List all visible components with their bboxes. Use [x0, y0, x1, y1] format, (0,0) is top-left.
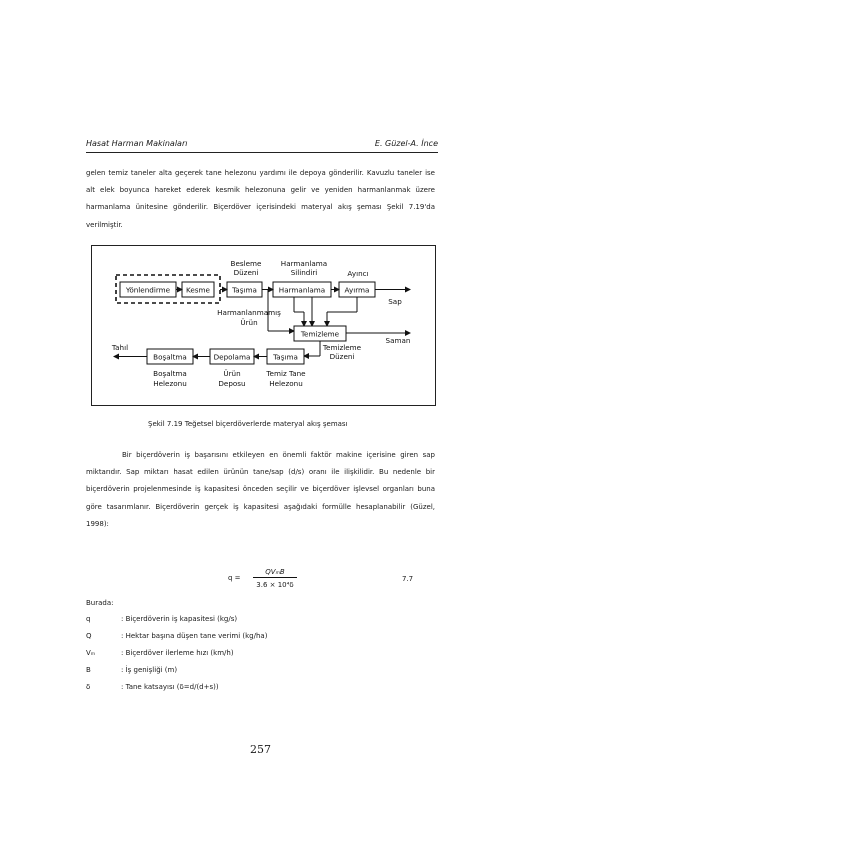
formula-denominator: 3.6 × 10⁴δ — [256, 581, 294, 589]
label-urun-deposu-1: Ürün — [223, 369, 241, 378]
box-ayirma — [339, 282, 375, 297]
formula-numerator: QVₘB — [253, 568, 297, 578]
box-bosaltma — [147, 349, 193, 364]
definition-text: : Biçerdöverin iş kapasitesi (kg/s) — [121, 615, 238, 623]
box-depolama — [210, 349, 254, 364]
label-saman: Saman — [385, 336, 411, 345]
header-book-title: Hasat Harman Makinaları — [86, 139, 188, 148]
label-sap: Sap — [388, 297, 402, 306]
definition-symbol: δ — [86, 683, 91, 691]
svg-text:Taşıma: Taşıma — [273, 352, 298, 362]
page-number: 257 — [250, 743, 271, 756]
box-yonlendirme — [120, 282, 176, 297]
figure-caption: Şekil 7.19 Teğetsel biçerdöverlerde materyal akış şeması — [148, 420, 348, 428]
label-urun: Ürün — [240, 318, 258, 327]
svg-text:Boşaltma: Boşaltma — [153, 352, 187, 362]
svg-text:Temizleme: Temizleme — [300, 329, 340, 339]
svg-text:Harmanlama: Harmanlama — [278, 285, 326, 295]
label-urun-deposu-2: Deposu — [218, 379, 246, 388]
svg-text:Taşıma: Taşıma — [232, 285, 257, 295]
body-paragraph-1: gelen temiz taneler alta geçerek tane helezonu yardımı ile depoya gönderilir. Kavuzlu taneler ise alt elek boyunca hareket ederek kesmik helezonuna gelir ve yeniden harmanlanmak üzere harmanlama ünitesine gönderilir. Biçerdöver içerisindeki materyal akış şeması Şekil 7.19'da verilmiştir. — [86, 169, 435, 229]
label-temiz-tane: Temiz Tane — [266, 369, 306, 378]
running-header — [86, 138, 438, 153]
capacity-formula — [228, 568, 428, 598]
equation-number: 7.7 — [402, 575, 414, 583]
definition-symbol: Vₘ — [86, 649, 96, 657]
svg-text:Ayırma: Ayırma — [344, 285, 370, 295]
box-kesme — [182, 282, 214, 297]
definition-symbol: Q — [86, 632, 92, 640]
definition-text: : İş genişliği (m) — [121, 666, 178, 674]
definition-symbol: B — [86, 666, 91, 674]
definitions-title: Burada: — [86, 599, 114, 607]
box-tasima-1 — [227, 282, 262, 297]
formula-lhs: q = — [228, 574, 241, 582]
label-silindiri: Silindiri — [290, 268, 318, 277]
label-harmanlama: Harmanlama — [280, 259, 328, 268]
definition-symbol: q — [86, 615, 91, 623]
header-authors: E. Güzel-A. İnce — [374, 139, 438, 148]
body-paragraph-2: Bir biçerdöverin iş başarısını etkileyen en önemli faktör makine içerisine giren sap miktarıdır. Sap miktarı hasat edilen ürünün tane/sap (d/s) oranı ile ilişkilidir. Bu nedenle bir biçerdöverin projelenmesinde iş kapasitesi önceden seçilir ve biçerdöver işlevsel organları buna göre tasarımlanır. Biçerdöverin gerçek iş kapasitesi aşağıdaki formülle hesaplanabilir (Güzel, 1998): — [86, 451, 435, 528]
svg-text:Depolama: Depolama — [213, 352, 251, 362]
label-temiz-tane-helezonu: Helezonu — [269, 379, 303, 388]
definition-text: : Tane katsayısı (δ=d/(d+s)) — [121, 683, 219, 691]
svg-text:Yönlendirme: Yönlendirme — [125, 285, 171, 295]
label-ayinci: Ayıncı — [347, 269, 369, 278]
box-harmanlama — [273, 282, 331, 297]
label-besleme-duzeni: Düzeni — [233, 268, 259, 277]
definition-text: : Biçerdöver ilerleme hızı (km/h) — [121, 649, 234, 657]
label-temizleme-duzeni-1: Temizleme — [322, 343, 362, 352]
label-bosaltma: Boşaltma — [153, 369, 187, 378]
label-temizleme-duzeni-2: Düzeni — [329, 352, 355, 361]
definition-text: : Hektar başına düşen tane verimi (kg/ha) — [121, 632, 268, 640]
svg-text:Kesme: Kesme — [186, 285, 210, 295]
box-tasima-2 — [267, 349, 304, 364]
label-bosaltma-helezonu: Helezonu — [153, 379, 187, 388]
label-tahil: Tahıl — [111, 343, 129, 352]
box-temizleme — [294, 326, 346, 341]
label-besleme: Besleme — [230, 259, 262, 268]
flow-diagram-figure — [91, 245, 436, 406]
label-harmanlanmamis: Harmanlanmamış — [217, 308, 281, 317]
flow-diagram — [92, 246, 435, 405]
